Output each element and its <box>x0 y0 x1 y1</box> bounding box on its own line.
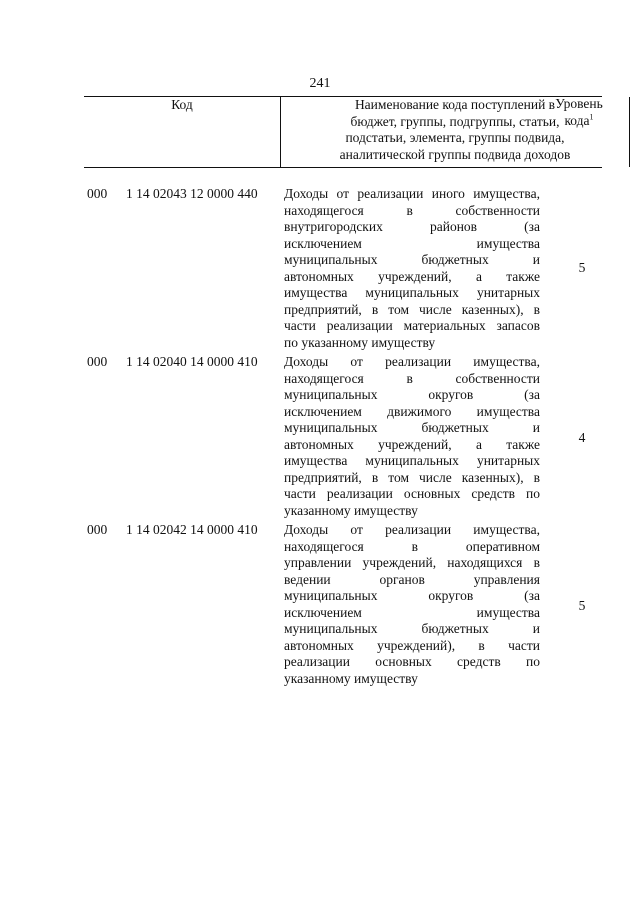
row-name-line: управлении учреждений, находящихся в <box>284 555 540 570</box>
row-name-line: части реализации материальных запасов <box>284 318 540 333</box>
row-name-line: ведении органов управления <box>284 571 540 587</box>
row-name-line: находящегося в собственности <box>284 202 540 218</box>
header-name-line: аналитической группы подвида доходов <box>339 146 571 162</box>
table-header <box>84 96 602 168</box>
row-name-line: муниципальных округов (за <box>284 387 540 402</box>
row-prefix: 000 <box>87 186 108 201</box>
row-name-line: предприятий, в том числе казенных), в <box>284 469 540 485</box>
row-prefix: 000 <box>87 354 108 369</box>
row-name-line: указанному имуществу <box>284 502 418 518</box>
row-name-line: Доходы от реализации имущества, <box>284 522 540 537</box>
row-name-line: внутригородских районов (за <box>284 219 540 234</box>
row-name <box>284 186 540 351</box>
row-name-line: муниципальных бюджетных и <box>284 252 540 267</box>
row-name-line: предприятий, в том числе казенных), в <box>284 301 540 317</box>
header-code-label: Код <box>171 97 193 112</box>
header-name-line: Наименование кода поступлений в <box>354 97 556 112</box>
row-name-line: муниципальных бюджетных и <box>284 420 540 435</box>
row-level: 5 <box>578 598 586 613</box>
row-name <box>284 354 540 519</box>
header-code <box>84 97 280 167</box>
header-level-line: Уровень <box>555 96 603 111</box>
row-level: 4 <box>578 430 586 445</box>
footnote-marker: 1 <box>589 112 594 121</box>
row-name <box>284 522 540 687</box>
row-name-line: части реализации основных средств по <box>284 486 540 501</box>
row-name-line: автономных учреждений), в части <box>284 637 540 653</box>
row-code: 1 14 02042 14 0000 410 <box>126 522 258 537</box>
row-code: 1 14 02040 14 0000 410 <box>126 354 258 369</box>
header-name-line: бюджет, группы, подгруппы, статьи, <box>350 113 560 129</box>
row-name-line: автономных учреждений, а также <box>284 268 540 284</box>
row-level: 5 <box>578 260 586 275</box>
row-name-line: указанному имуществу <box>284 670 418 686</box>
row-prefix: 000 <box>87 522 108 537</box>
row-name-line: исключением движимого имущества <box>284 403 540 419</box>
row-name-line: имущества муниципальных унитарных <box>284 453 540 468</box>
row-name-line: реализации основных средств по <box>284 654 540 669</box>
row-name-line: находящегося в собственности <box>284 370 540 386</box>
row-name-line: имущества муниципальных унитарных <box>284 285 540 300</box>
page-number: 241 <box>309 76 331 91</box>
row-name-line: автономных учреждений, а также <box>284 436 540 452</box>
row-name-line: Доходы от реализации иного имущества, <box>284 186 540 201</box>
row-name-line: Доходы от реализации имущества, <box>284 354 540 369</box>
header-level <box>540 96 618 129</box>
row-name-line: по указанному имуществу <box>284 334 436 350</box>
row-name-line: муниципальных округов (за <box>284 588 540 603</box>
row-code: 1 14 02043 12 0000 440 <box>126 186 258 201</box>
row-name-line: муниципальных бюджетных и <box>284 621 540 636</box>
row-name-line: находящегося в оперативном <box>284 538 540 554</box>
header-level-line: кода <box>564 112 590 128</box>
row-name-line: исключением имущества <box>284 235 540 251</box>
header-name-line: подстатьи, элемента, группы подвида, <box>345 130 565 145</box>
row-name-line: исключением имущества <box>284 604 540 620</box>
